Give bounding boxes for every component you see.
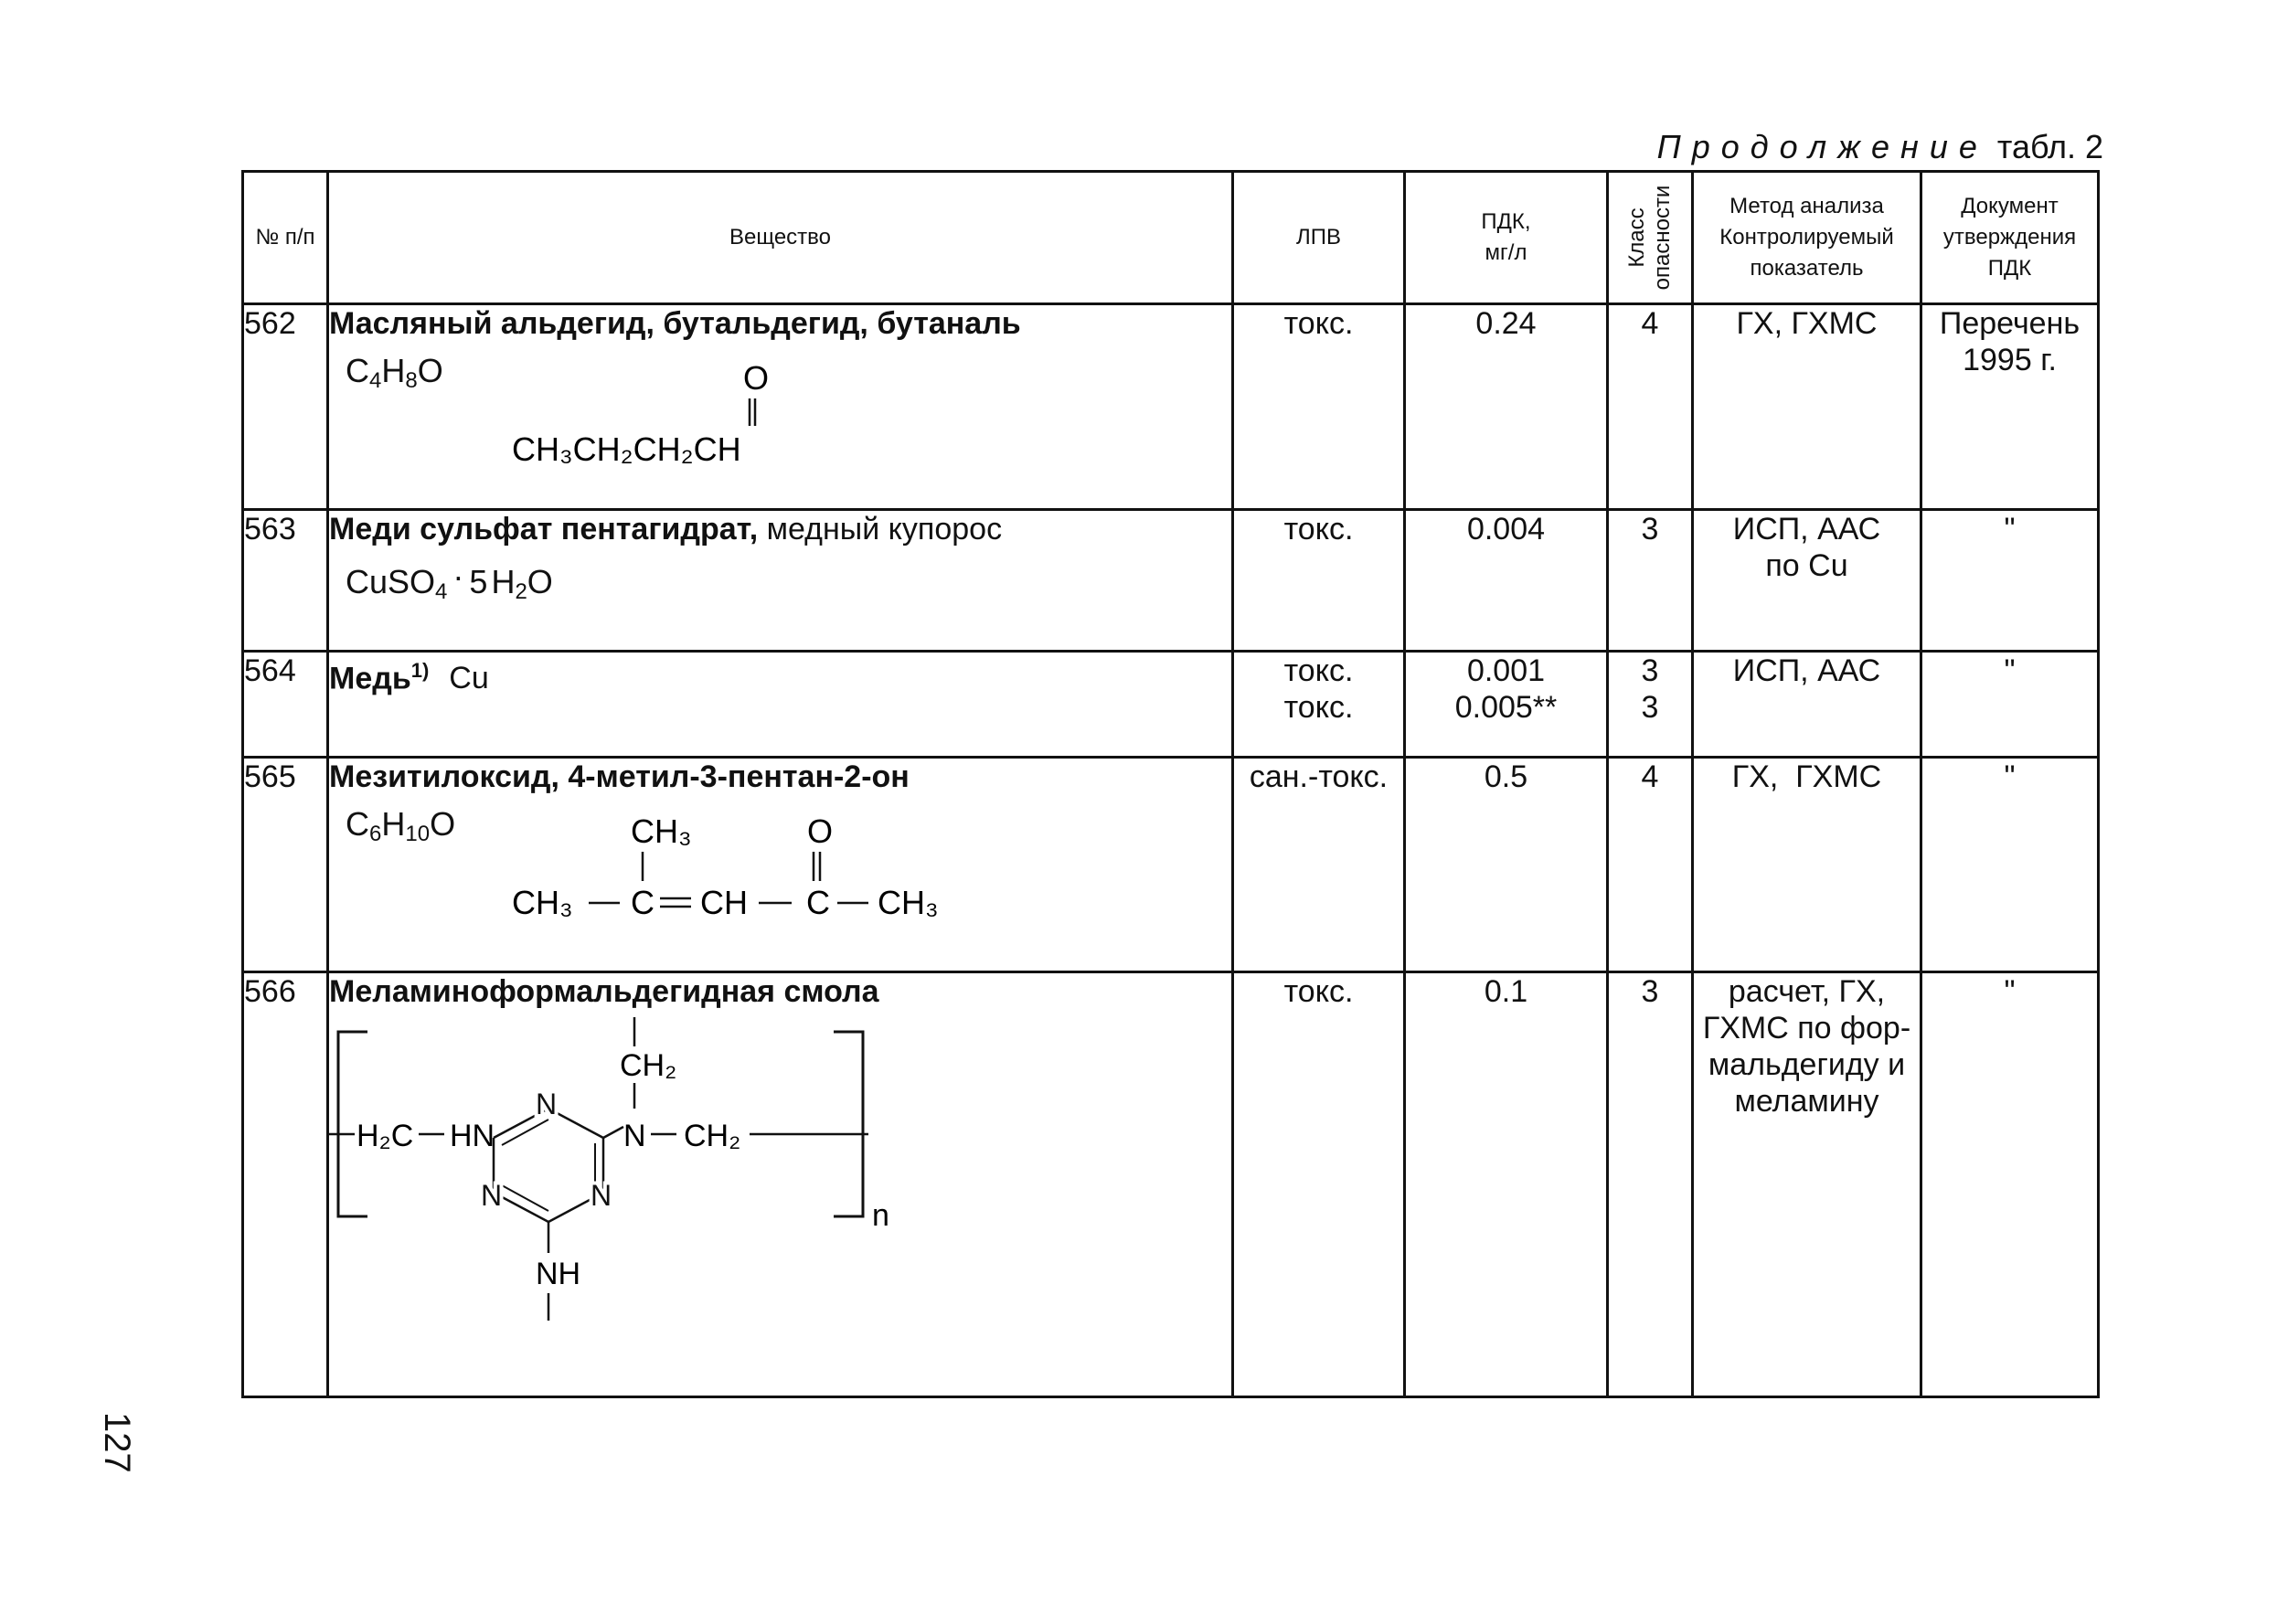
empirical-formula: $C_6H_{10}O$ [346,805,456,846]
class-value: 4 [1641,306,1659,341]
row-number: 566 [243,972,328,1397]
substance-name [329,653,1231,696]
doc-cell [1921,510,2099,652]
doc-cell [1921,304,2099,510]
substance-name-bold: Медь [329,661,411,696]
method-value: ИСП, ААС [1732,512,1881,547]
ring-nitrogen: N [591,1179,612,1212]
substance-cell [328,758,1233,972]
table-row [243,652,2099,758]
methine-group: CH [700,884,748,921]
lpv-value: токс. [1283,512,1354,547]
substance-cell [328,304,1233,510]
amine-nitrogen: N [623,1119,646,1153]
pdk-cell [1405,304,1608,510]
class-value: 4 [1641,759,1659,794]
structural-formula [512,353,1060,472]
carbon-chain: CH₃CH₂CH₂CH [512,430,741,468]
methyl-top: CH₃ [631,812,692,850]
header-doc-line3: ПДК [1987,256,2032,281]
carbon-atom: C [806,884,830,921]
method-cell [1693,304,1921,510]
polymer-index: n [872,1198,889,1233]
continuation-word: Продолжение [1656,128,1988,165]
substances-table [241,170,2100,1398]
class-value: 3 [1641,653,1659,688]
structural-formula [329,1014,969,1370]
substance-name [329,973,1231,1010]
lpv-value: токс. [1283,653,1354,688]
lpv-cell [1233,758,1405,972]
header-method-line2: Контролируемый [1719,225,1894,249]
ditto-mark: " [2004,653,2016,688]
doc-cell [1921,758,2099,972]
imino-group: NH [536,1257,581,1291]
lpv-value: сан.-токс. [1249,759,1389,794]
ditto-mark: " [2004,974,2016,1009]
header-pdk-line2: мг/л [1485,240,1527,265]
table-row [243,758,2099,972]
substance-name-bold: Масляный альдегид, бутальдегид, бутаналь [329,306,1021,341]
substance-name-bold: Мезитилоксид, 4-метил-3-пентан-2-он [329,759,910,794]
lpv-cell [1233,510,1405,652]
single-bond [603,1127,623,1138]
doc-value: Перечень [1939,306,2080,341]
substance-name [329,511,1231,547]
pdk-cell [1405,652,1608,758]
substance-name-rest: Cu [449,661,489,696]
method-value: ГХ, ГХМС [1736,306,1878,341]
footnote-mark: 1) [410,659,430,682]
method-cell [1693,652,1921,758]
pdk-value: 0.001 [1466,653,1546,688]
class-cell [1608,758,1693,972]
class-value: 3 [1641,512,1659,547]
page-number: 127 [97,1412,137,1473]
oxygen-atom: O [807,812,834,850]
structural-formula [512,806,987,934]
table-row [243,972,2099,1397]
substance-cell [328,972,1233,1397]
header-lpv: ЛПВ [1233,172,1405,304]
row-number: 565 [243,758,328,972]
method-value: ИСП, ААС [1732,653,1881,688]
methylene-left: H₂C [357,1119,414,1153]
empirical-formula: $C_4H_8O$ [346,352,443,393]
header-doc [1921,172,2099,304]
method-cell [1693,758,1921,972]
methylene-right: CH₂ [684,1119,741,1153]
class-cell [1608,972,1693,1397]
method-value: ГХМС по фор- [1702,1011,1911,1046]
methylene-top: CH₂ [620,1048,677,1083]
amine-group: HN [450,1119,495,1153]
lpv-value: токс. [1283,690,1354,725]
method-value: расчет, ГХ, [1728,974,1886,1009]
pdk-value: 0.24 [1475,306,1537,341]
table-row [243,510,2099,652]
class-cell [1608,304,1693,510]
method-cell [1693,972,1921,1397]
methyl-right: CH₃ [878,884,939,921]
pdk-value: 0.005** [1454,690,1558,725]
table-reference: табл. 2 [1996,128,2103,165]
method-value: меламину [1734,1084,1879,1119]
ditto-mark: " [2004,512,2016,547]
header-doc-line2: утверждения [1942,225,2077,249]
oxygen-atom: O [743,359,770,397]
header-num: № п/п [243,172,328,304]
header-class-line1: Класс [1624,207,1649,268]
class-value: 3 [1641,690,1659,725]
header-doc-line1: Документ [1961,194,2059,218]
header-substance: Вещество [328,172,1233,304]
substance-cell [328,510,1233,652]
substance-name-bold: Меламиноформальдегидная смола [329,974,879,1009]
substance-cell [328,652,1233,758]
ring-nitrogen: N [536,1088,558,1120]
header-class-line2: опасности [1650,185,1675,291]
substance-name-bold: Меди сульфат пентагидрат, [329,512,759,547]
pdk-cell [1405,972,1608,1397]
substance-name [329,759,1231,795]
pdk-value: 0.1 [1484,974,1528,1009]
class-cell [1608,510,1693,652]
lpv-cell [1233,972,1405,1397]
doc-cell [1921,652,2099,758]
pdk-value: 0.004 [1466,512,1546,547]
pdk-cell [1405,758,1608,972]
lpv-value: токс. [1283,974,1354,1009]
lpv-cell [1233,652,1405,758]
pdk-value: 0.5 [1484,759,1528,794]
substance-name [329,305,1231,342]
header-method-line3: показатель [1750,256,1864,281]
substance-name-rest: медный купорос [758,512,1003,547]
class-value: 3 [1641,974,1659,1009]
doc-value: 1995 г. [1963,343,2057,377]
method-value: мальдегиду и [1708,1047,1906,1082]
method-value: по Cu [1765,548,1848,583]
row-number: 562 [243,304,328,510]
method-value: ГХ, ГХМС [1731,759,1882,794]
row-number: 564 [243,652,328,758]
continuation-label [1657,128,2103,166]
header-pdk-line1: ПДК, [1481,209,1531,234]
ditto-mark: " [2004,759,2016,794]
class-cell [1608,652,1693,758]
methyl-left: CH₃ [512,884,573,921]
carbon-atom: C [631,884,654,921]
right-bracket [834,1032,863,1216]
empirical-formula: CuSO$_4$ · 5 $H_2O$ [346,557,553,604]
header-class [1608,172,1693,304]
method-cell [1693,510,1921,652]
ring-nitrogen: N [481,1179,503,1212]
header-pdk [1405,172,1608,304]
ring-double-bond [502,1185,548,1211]
lpv-cell [1233,304,1405,510]
table-header-row [243,172,2099,304]
doc-cell [1921,972,2099,1397]
pdk-cell [1405,510,1608,652]
row-number: 563 [243,510,328,652]
header-method-line1: Метод анализа [1729,194,1884,218]
ring-double-bond [502,1120,548,1145]
table-row [243,304,2099,510]
lpv-value: токс. [1283,306,1354,341]
header-method [1693,172,1921,304]
